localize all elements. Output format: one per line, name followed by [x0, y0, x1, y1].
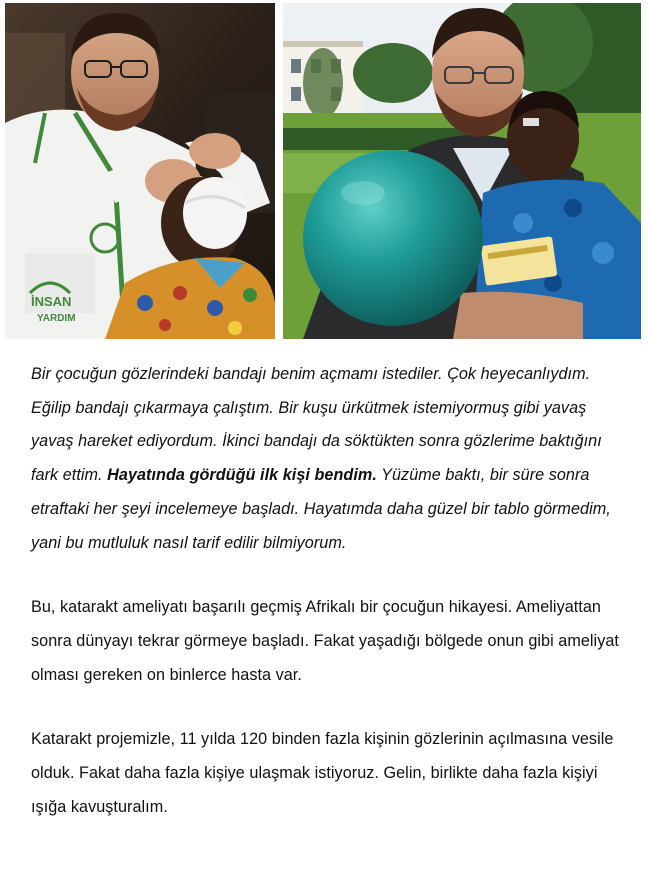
balloon — [303, 150, 483, 326]
quote-paragraph — [31, 358, 631, 560]
svg-text:YARDIM: YARDIM — [37, 313, 76, 324]
appeal-paragraph: Katarakt projemizle, 11 yılda 120 binden fazla kişinin gözlerinin açılmasına vesile olduk. Fakat daha fazla kişiye ulaşmak istiyoruz. Gelin, birlikte daha fazla kişiyi ışığa kavuşturalım. — [31, 730, 614, 816]
quote-text-start: Bir çocuğun gözlerindeki bandajı benim açmamı istediler. Çok heyecanlıydım. Eğilip bandajı çıkarmaya çalıştım. Bir kuşu ürkütmek istemiyormuş gibi yavaş yavaş hareket ediyordum. İkinci bandajı da söktükten sonra gözlerime baktığını fark ettim. — [31, 365, 602, 485]
story-text — [31, 358, 631, 824]
quote-emphasis: Hayatında gördüğü ilk kişi bendim. — [107, 466, 377, 485]
photo-strip — [0, 0, 648, 342]
photo-balloon-child — [283, 3, 641, 339]
quote-text-end: Yüzüme baktı, bir süre sonra etraftaki her şeyi incelemeye başladı. Hayatımda daha güzel bir tablo görmedim, yani bu mutluluk nasıl tarif edilir bilmiyorum. — [31, 466, 611, 552]
photo-bandage-removal — [5, 3, 275, 339]
story-paragraph: Bu, katarakt ameliyatı başarılı geçmiş Afrikalı bir çocuğun hikayesi. Ameliyattan sonra dünyayı tekrar görmeye başladı. Fakat yaşadığı bölgede onun gibi ameliyat olması gereken on binlerce hasta var. — [31, 598, 619, 684]
svg-text:İNSAN: İNSAN — [31, 294, 72, 309]
